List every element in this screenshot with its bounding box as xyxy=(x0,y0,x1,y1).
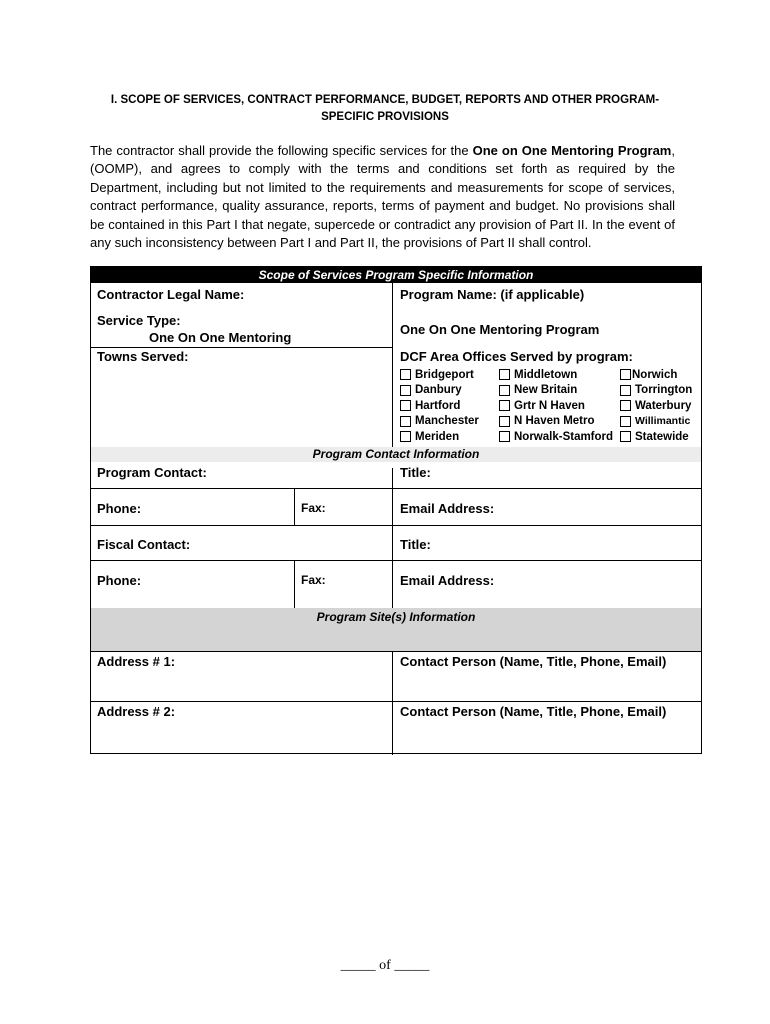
intro-after: , (OOMP), and agrees to comply with the terms and conditions set forth as required by the Department, including but not limited to the requirements and measurements for scope of services, contract performance, quality assurance, reports, terms of payment and budget. No provisions shall be contained in this Part I that negate, supercede or contradict any provision of Part II. In the event of any such inconsistency between Part I and Part II, the provisions of Part II shall control. xyxy=(90,143,675,251)
office-norwich[interactable]: Norwich xyxy=(620,367,677,382)
address-2-label[interactable]: Address # 2: xyxy=(97,704,176,719)
office-waterbury[interactable]: Waterbury xyxy=(620,398,691,413)
checkbox-icon[interactable] xyxy=(620,416,631,427)
contractor-legal-name-label: Contractor Legal Name: xyxy=(97,287,245,302)
checkbox-icon[interactable] xyxy=(499,416,510,427)
dcf-office-checklist xyxy=(400,367,700,447)
checkbox-icon[interactable] xyxy=(499,431,510,442)
heading-line-1: I. SCOPE OF SERVICES, CONTRACT PERFORMANCE, BUDGET, REPORTS AND OTHER PROGRAM- xyxy=(110,94,660,106)
checkbox-icon[interactable] xyxy=(400,416,411,427)
checkbox-icon[interactable] xyxy=(400,431,411,442)
program-phone-label[interactable]: Phone: xyxy=(97,501,142,516)
office-bridgeport[interactable]: Bridgeport xyxy=(400,367,474,382)
office-willimantic[interactable]: Willimantic xyxy=(620,414,690,429)
office-new-britain[interactable]: New Britain xyxy=(499,383,577,398)
office-manchester[interactable]: Manchester xyxy=(400,414,479,429)
office-middletown[interactable]: Middletown xyxy=(499,367,577,382)
checkbox-icon[interactable] xyxy=(400,369,411,380)
scope-of-services-form xyxy=(90,266,702,754)
fiscal-contact-label[interactable]: Fiscal Contact: xyxy=(97,537,191,552)
checkbox-icon[interactable] xyxy=(620,385,631,396)
section-heading xyxy=(90,92,680,126)
checkbox-icon[interactable] xyxy=(400,400,411,411)
program-name-value: One On One Mentoring Program xyxy=(400,322,600,337)
contact-person-1-label[interactable]: Contact Person (Name, Title, Phone, Email) xyxy=(400,654,667,669)
program-site-header: Program Site(s) Information xyxy=(91,608,701,651)
office-danbury[interactable]: Danbury xyxy=(400,383,462,398)
intro-program-name: One on One Mentoring Program xyxy=(472,143,672,158)
program-name-label: Program Name: (if applicable) xyxy=(400,287,585,302)
checkbox-icon[interactable] xyxy=(499,369,510,380)
program-contact-header: Program Contact Information xyxy=(91,447,701,462)
program-contact-label[interactable]: Program Contact: xyxy=(97,465,207,480)
office-hartford[interactable]: Hartford xyxy=(400,398,460,413)
fiscal-fax-label[interactable]: Fax: xyxy=(301,573,326,587)
heading-line-2: SPECIFIC PROVISIONS xyxy=(321,111,449,123)
fiscal-phone-label[interactable]: Phone: xyxy=(97,573,142,588)
checkbox-icon[interactable] xyxy=(620,400,631,411)
program-contact-title-label[interactable]: Title: xyxy=(400,465,431,480)
checkbox-icon[interactable] xyxy=(400,385,411,396)
office-grtr-n-haven[interactable]: Grtr N Haven xyxy=(499,398,585,413)
office-torrington[interactable]: Torrington xyxy=(620,383,692,398)
checkbox-icon[interactable] xyxy=(620,369,631,380)
service-type-label: Service Type: xyxy=(97,313,181,328)
address-1-label[interactable]: Address # 1: xyxy=(97,654,176,669)
program-email-label[interactable]: Email Address: xyxy=(400,501,495,516)
intro-before: The contractor shall provide the following specific services for the xyxy=(90,143,473,158)
dcf-area-offices-label: DCF Area Offices Served by program: xyxy=(400,349,633,364)
checkbox-icon[interactable] xyxy=(620,431,631,442)
page-number-footer: _____ of _____ xyxy=(340,958,430,973)
service-type-value: One On One Mentoring xyxy=(149,330,292,345)
office-n-haven-metro[interactable]: N Haven Metro xyxy=(499,414,595,429)
checkbox-icon[interactable] xyxy=(499,400,510,411)
fiscal-contact-title-label[interactable]: Title: xyxy=(400,537,431,552)
office-meriden[interactable]: Meriden xyxy=(400,429,459,444)
towns-served-label: Towns Served: xyxy=(97,349,189,364)
office-norwalk-stamford[interactable]: Norwalk-Stamford xyxy=(499,429,613,444)
fiscal-email-label[interactable]: Email Address: xyxy=(400,573,495,588)
program-fax-label[interactable]: Fax: xyxy=(301,501,326,515)
contact-person-2-label[interactable]: Contact Person (Name, Title, Phone, Email) xyxy=(400,704,667,719)
office-statewide[interactable]: Statewide xyxy=(620,429,689,444)
intro-paragraph xyxy=(90,142,675,252)
checkbox-icon[interactable] xyxy=(499,385,510,396)
scope-header: Scope of Services Program Specific Information xyxy=(91,267,701,283)
